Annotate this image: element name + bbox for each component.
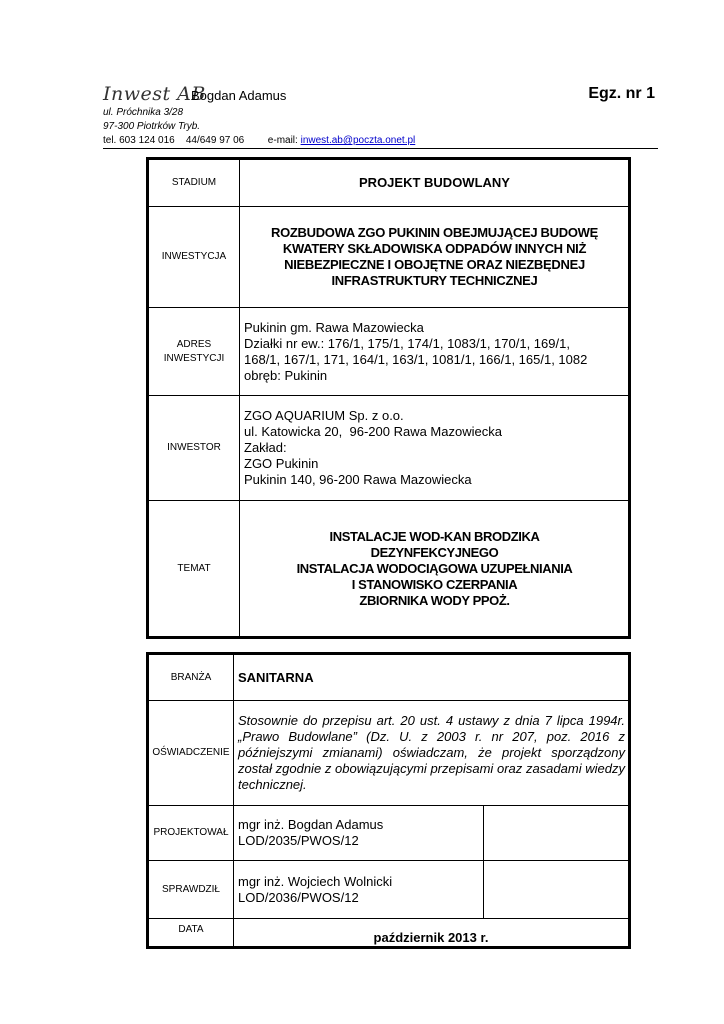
address-line: obręb: Pukinin [244, 367, 328, 383]
investor-line: ZGO AQUARIUM Sp. z o.o. [244, 408, 404, 423]
subject-line: I STANOWISKO CZERPANIA [351, 576, 518, 592]
email-link[interactable]: inwest.ab@poczta.onet.pl [300, 135, 416, 146]
branch-label: BRANŻA [148, 654, 234, 701]
address-label-line: ADRES [176, 338, 212, 350]
checker-name: mgr inż. Wojciech Wolnicki [238, 873, 393, 889]
designer-value [234, 806, 484, 861]
subject-value [240, 501, 630, 638]
date-label: DATA [148, 919, 234, 948]
subject-label: TEMAT [148, 501, 240, 638]
designer-signature-cell [484, 806, 630, 861]
letterhead-top-line [103, 80, 658, 106]
checker-value [234, 861, 484, 919]
header-divider [103, 148, 658, 149]
address-row [148, 308, 630, 396]
designer-row [148, 806, 630, 861]
address-line: Pukinin gm. Rawa Mazowiecka [244, 319, 424, 335]
investor-value [240, 396, 630, 501]
investor-line: Pukinin 140, 96-200 Rawa Mazowiecka [244, 472, 472, 487]
address-label-line: INWESTYCJI [163, 352, 225, 364]
investment-line: ROZBUDOWA ZGO PUKININ OBEJMUJĄCEJ BUDOWĘ [271, 225, 598, 240]
date-row [148, 919, 630, 948]
letterhead [103, 80, 658, 148]
investment-value [240, 207, 630, 308]
designer-license: LOD/2035/PWOS/12 [238, 833, 359, 848]
contact-line [103, 134, 658, 148]
designer-name: mgr inż. Bogdan Adamus [238, 817, 384, 832]
investment-line: KWATERY SKŁADOWISKA ODPADÓW INNYCH NIŻ [282, 241, 587, 256]
address-line: 168/1, 167/1, 171, 164/1, 163/1, 1081/1, 166/1, 165/1, 1082 [244, 351, 588, 367]
investment-label: INWESTYCJA [148, 207, 240, 308]
investor-label: INWESTOR [148, 396, 240, 501]
investment-line: INFRASTRUKTURY TECHNICZNEJ [331, 273, 538, 288]
street-address: ul. Próchnika 3/28 [103, 107, 184, 118]
address-label [148, 308, 240, 396]
declaration-label: OŚWIADCZENIE [148, 701, 234, 806]
declaration-text: Stosownie do przepisu art. 20 ust. 4 ustawy z dnia 7 lipca 1994r. „Prawo Budowlane” (Dz. U. z 2003 r. nr 207, poz. 2016 z późniejszymi zmianami) oświadczam, że projekt sporządzony został zgodnie z obowiązującymi przepisami oraz zasadami wiedzy technicznej. [234, 701, 630, 806]
checker-license: LOD/2036/PWOS/12 [238, 889, 359, 905]
company-logo: Inwest AB [103, 83, 206, 105]
subject-line: INSTALACJE WOD-KAN BRODZIKA [329, 528, 540, 544]
stadium-value: PROJEKT BUDOWLANY [240, 159, 630, 207]
stadium-label: STADIUM [148, 159, 240, 207]
date-value: październik 2013 r. [234, 919, 630, 948]
investor-line: Zakład: [244, 440, 287, 455]
copy-number: Egz. nr 1 [588, 85, 655, 102]
city-address: 97-300 Piotrków Tryb. [103, 121, 201, 132]
email-label: e-mail: [267, 135, 298, 146]
stadium-row [148, 159, 630, 207]
checker-label: SPRAWDZIŁ [148, 861, 234, 919]
designer-label: PROJEKTOWAŁ [148, 806, 234, 861]
investor-row [148, 396, 630, 501]
investor-line: ZGO Pukinin [244, 456, 319, 471]
branch-value: SANITARNA [234, 654, 630, 701]
checker-row [148, 861, 630, 919]
investment-row [148, 207, 630, 308]
address-line: Działki nr ew.: 176/1, 175/1, 174/1, 1083/1, 170/1, 169/1, [244, 335, 570, 351]
subject-line: ZBIORNIKA WODY PPOŻ. [359, 592, 510, 608]
owner-name: Bogdan Adamus [191, 88, 287, 103]
address-value [240, 308, 630, 396]
subject-row [148, 501, 630, 638]
checker-signature-cell [484, 861, 630, 919]
branch-row [148, 654, 630, 701]
subject-line: DEZYNFEKCYJNEGO [370, 544, 499, 560]
phone-numbers: tel. 603 124 016 44/649 97 06 [103, 135, 245, 146]
investment-line: NIEBEZPIECZNE I OBOJĘTNE ORAZ NIEZBĘDNEJ [284, 257, 585, 272]
project-info-table [146, 157, 631, 639]
investor-line: ul. Katowicka 20, 96-200 Rawa Mazowiecka [244, 424, 502, 439]
design-details-table [146, 652, 631, 949]
subject-line: INSTALACJA WODOCIĄGOWA UZUPEŁNIANIA [296, 560, 573, 576]
declaration-row [148, 701, 630, 806]
